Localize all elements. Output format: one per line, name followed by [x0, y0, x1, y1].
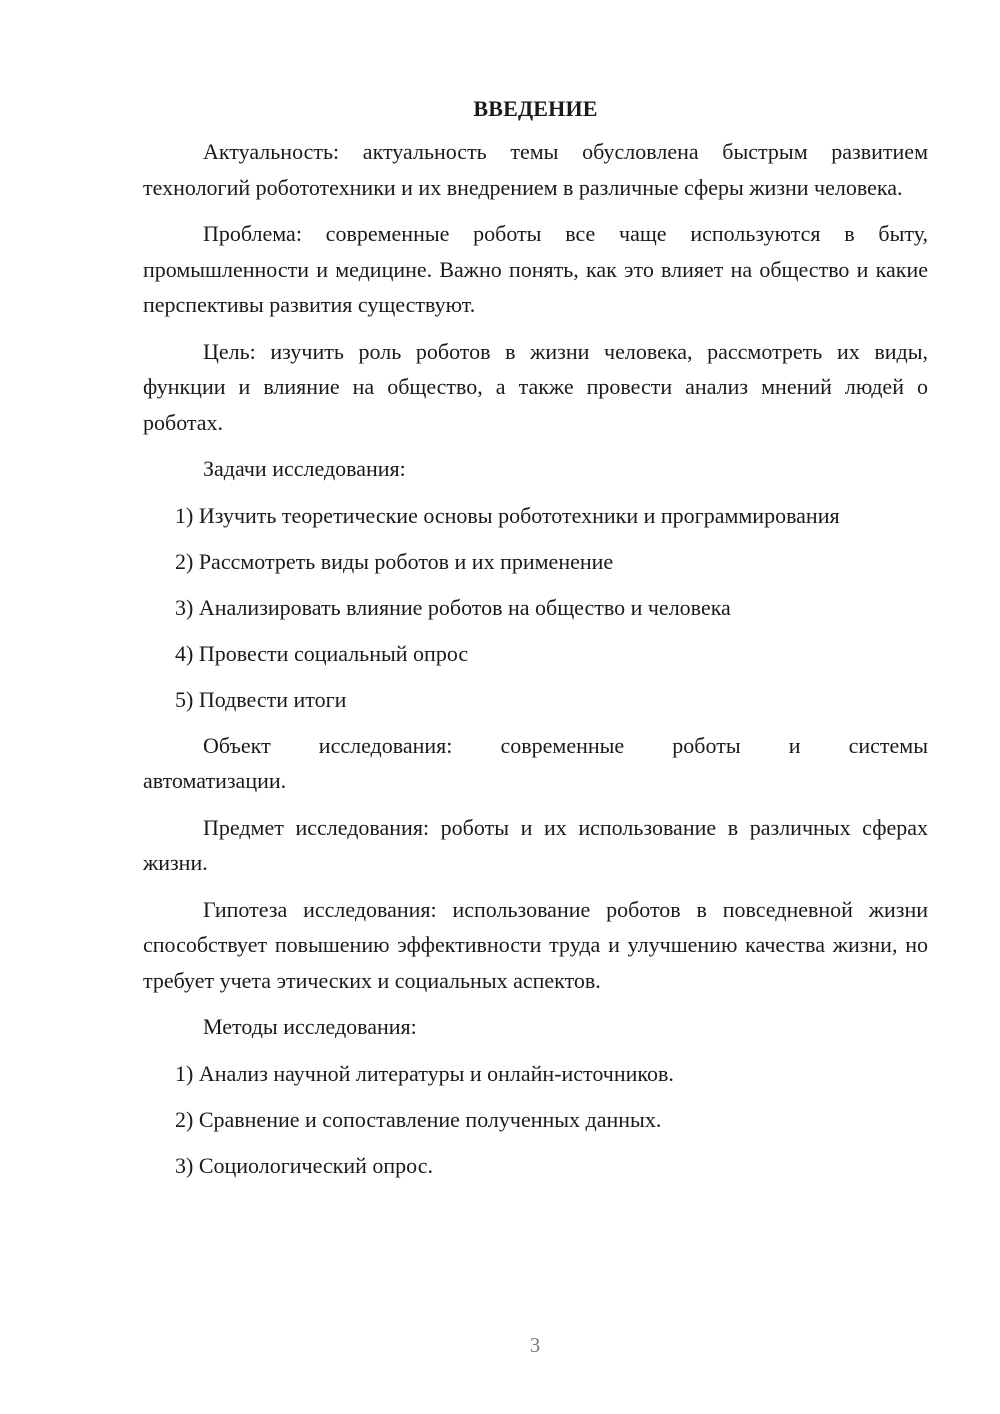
list-item: 3) Анализировать влияние роботов на общество и человека	[175, 594, 731, 620]
object-paragraph	[143, 728, 928, 799]
list-item: 4) Провести социальный опрос	[175, 640, 469, 666]
list-item: 2) Рассмотреть виды роботов и их применение	[175, 548, 614, 574]
methods-title: Методы исследования:	[203, 1014, 417, 1039]
page-title: ВВЕДЕНИЕ	[473, 96, 598, 121]
list-item: 1) Изучить теоретические основы робототехники и программирования	[175, 502, 840, 528]
relevance-paragraph: Актуальность: актуальность темы обусловлена быстрым развитием технологий робототехники и их внедрением в различные сферы жизни человека.	[143, 139, 928, 200]
object-line-1: Объект исследования: современные роботы и системы	[203, 732, 928, 758]
tasks-title: Задачи исследования:	[203, 456, 406, 481]
hypothesis-paragraph: Гипотеза исследования: использование роботов в повседневной жизни способствует повышению эффективности труда и улучшению качества жизни, но требует учета этических и социальных аспектов.	[143, 896, 928, 993]
tasks-list	[143, 498, 928, 718]
document-page	[143, 92, 928, 1194]
problem-paragraph: Проблема: современные роботы все чаще используются в быту, промышленности и медицине. Важно понять, как это влияет на общество и какие перспективы развития существуют.	[143, 221, 928, 317]
list-item: 5) Подвести итоги	[175, 686, 347, 712]
goal-paragraph: Цель: изучить роль роботов в жизни человека, рассмотреть их виды, функции и влияние на общество, а также провести анализ мнений людей о роботах.	[143, 338, 928, 435]
list-item: 1) Анализ научной литературы и онлайн-источников.	[175, 1060, 674, 1086]
list-item: 3) Социологический опрос.	[175, 1152, 433, 1178]
methods-list	[143, 1056, 928, 1184]
subject-paragraph: Предмет исследования: роботы и их использование в различных сферах жизни.	[143, 814, 928, 875]
page-number: 3	[529, 1333, 541, 1357]
list-item: 2) Сравнение и сопоставление полученных данных.	[175, 1106, 662, 1132]
object-line-2: автоматизации.	[143, 768, 287, 793]
